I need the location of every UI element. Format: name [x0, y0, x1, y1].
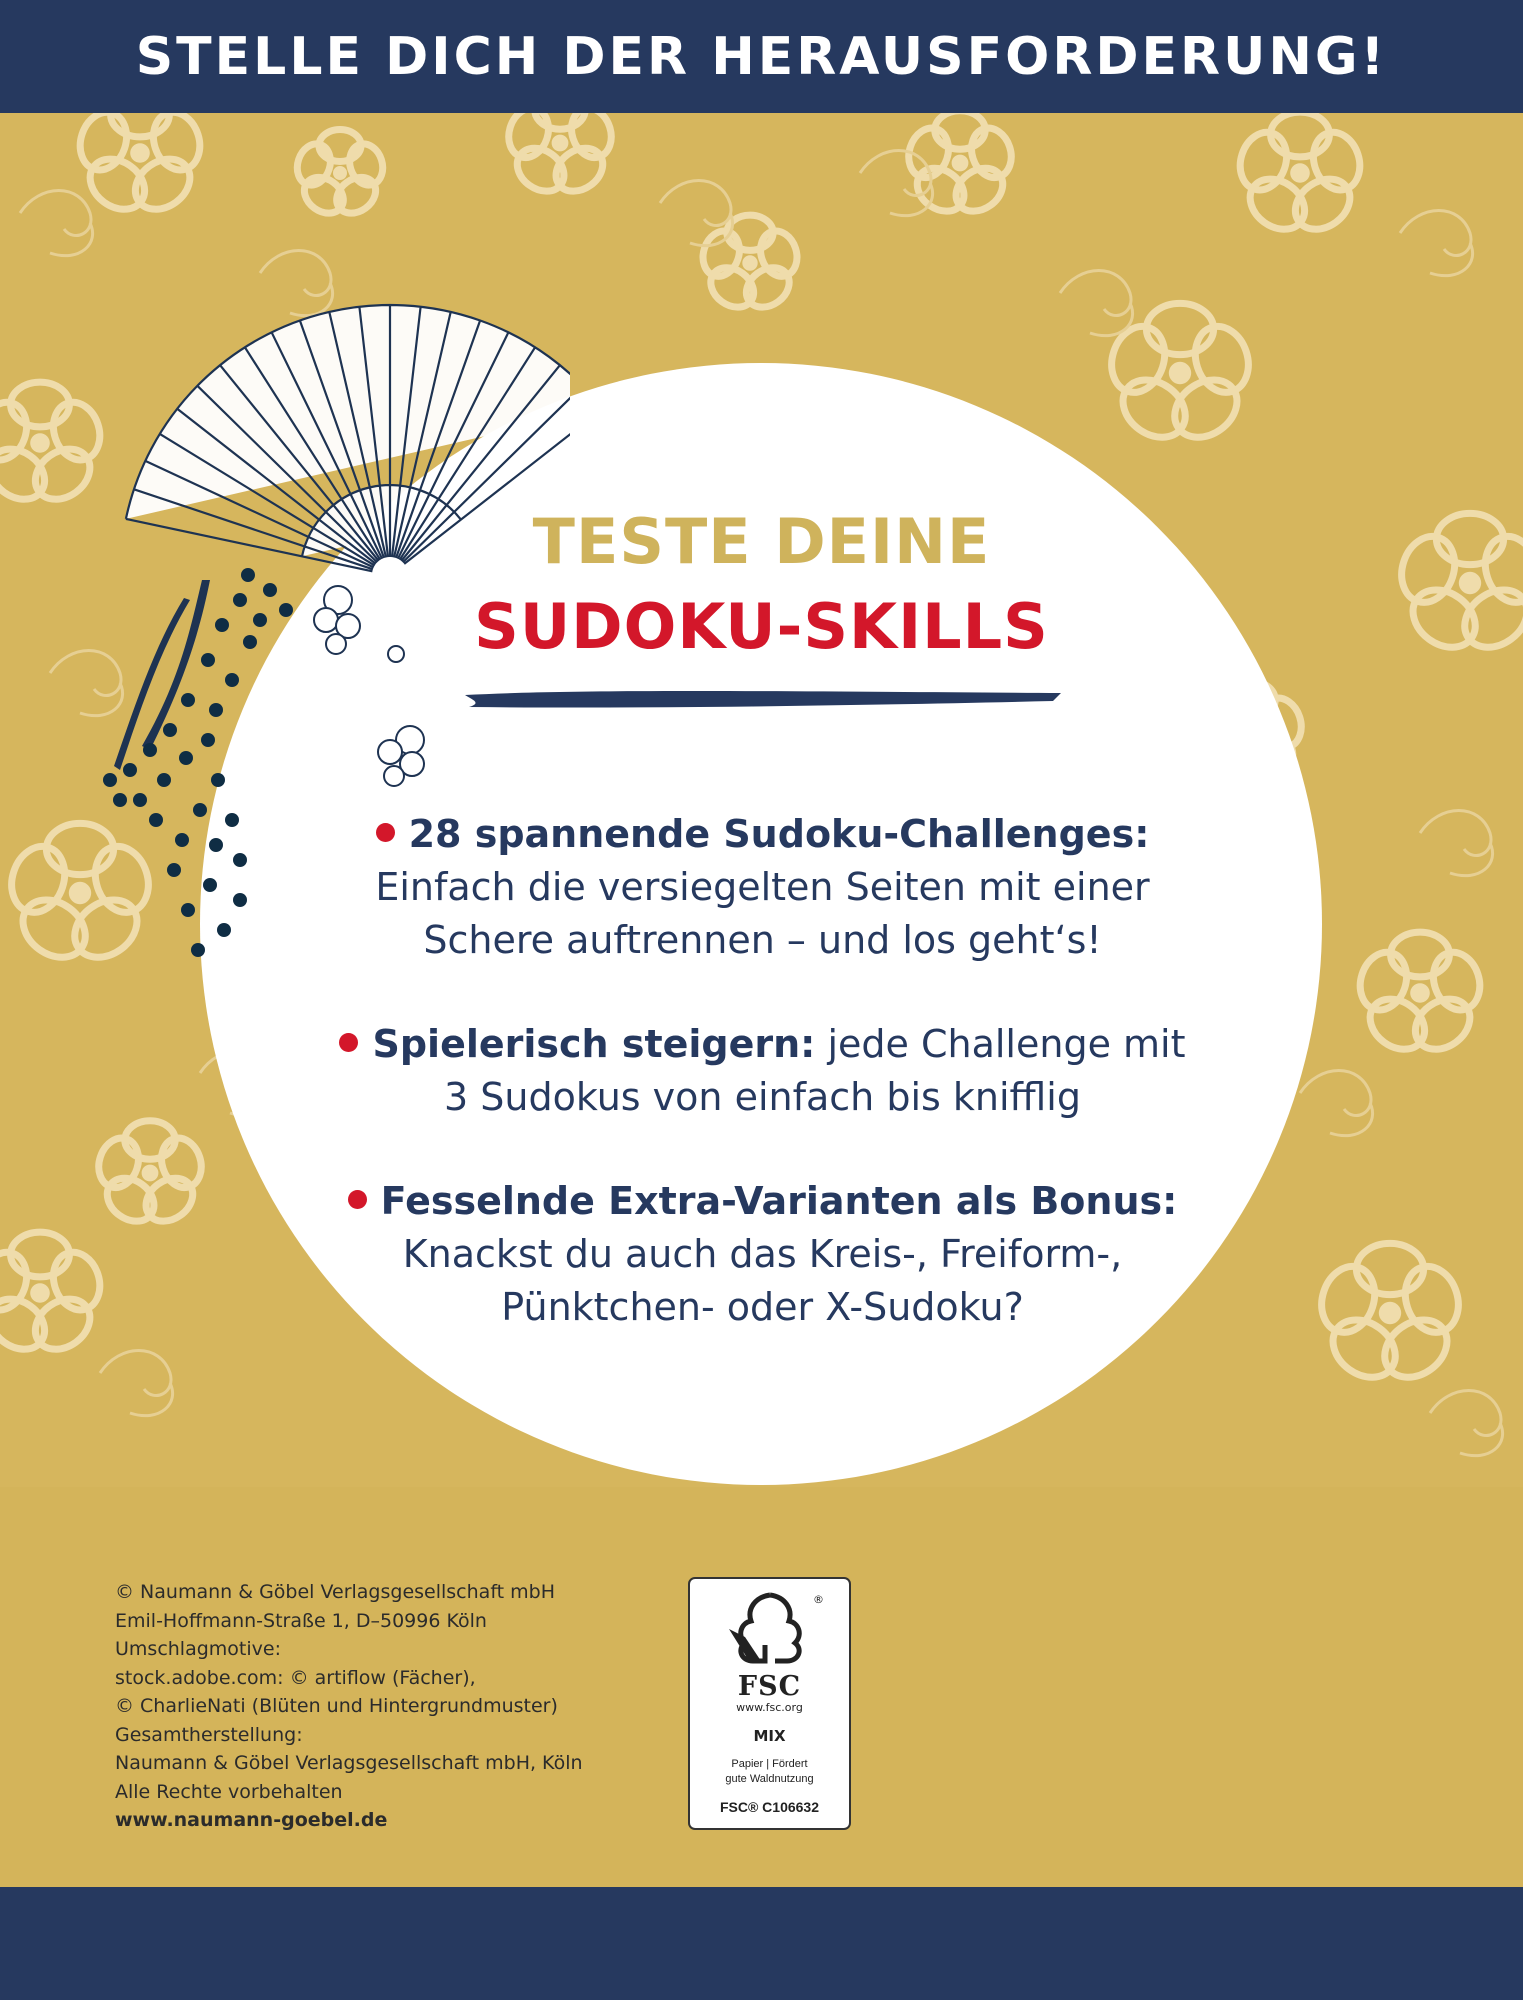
fsc-name: FSC	[737, 1671, 802, 1702]
blossom-bud-icon	[181, 903, 195, 917]
bullet-text-line: Pünktchen- oder X-Sudoku?	[501, 1285, 1024, 1329]
blossom-bud-icon	[113, 793, 127, 807]
flower-motif-icon	[1353, 932, 1487, 1059]
bullet-text-line: Einfach die versiegelten Seiten mit einer	[375, 865, 1150, 909]
flower-motif-icon	[1103, 303, 1256, 449]
blossom-bud-icon	[123, 763, 137, 777]
imprint-line: Gesamtherstellung:	[115, 1723, 303, 1746]
headline-line-1: TESTE DEINE	[532, 505, 991, 578]
blossom-bud-icon	[233, 893, 247, 907]
bullet-text-inline: jede Challenge mit	[815, 1022, 1186, 1066]
brush-stroke-divider	[463, 685, 1063, 715]
publisher-website-link[interactable]: www.naumann-goebel.de	[115, 1809, 388, 1831]
blossom-bud-icon	[133, 793, 147, 807]
swirl-motif-icon	[1400, 211, 1473, 276]
blossom-bud-icon	[193, 803, 207, 817]
flower-motif-icon	[503, 113, 618, 200]
bullet-bold: 28 spannende Sudoku-Challenges:	[408, 812, 1150, 856]
blossom-bud-icon	[181, 693, 195, 707]
blossom-bud-icon	[211, 773, 225, 787]
blossom-bud-icon	[209, 838, 223, 852]
flower-motif-icon	[93, 1121, 208, 1230]
bullet-text-line: Schere auftrennen – und los geht‘s!	[423, 918, 1102, 962]
flower-motif-icon	[1313, 1243, 1466, 1389]
swirl-motif-icon	[860, 151, 933, 216]
bullet-text-line: 3 Sudokus von einfach bis knifflig	[444, 1075, 1081, 1119]
swirl-motif-icon	[20, 191, 93, 256]
bullet-dot-icon	[348, 1190, 367, 1209]
top-banner	[0, 0, 1523, 113]
swirl-motif-icon	[1060, 271, 1133, 336]
swirl-motif-icon	[1430, 1391, 1503, 1456]
flower-motif-icon	[292, 130, 388, 221]
blossom-bud-icon	[225, 673, 239, 687]
imprint-line: © Naumann & Göbel Verlagsgesellschaft mbH	[115, 1581, 556, 1603]
blossom-bud-icon	[225, 813, 239, 827]
fsc-desc-line: Papier | Fördert	[731, 1758, 808, 1770]
bullet-dot-icon	[376, 823, 395, 842]
imprint-line: © CharlieNati (Blüten und Hintergrundmuster)	[115, 1695, 558, 1717]
blossom-bud-icon	[203, 878, 217, 892]
swirl-motif-icon	[1300, 1071, 1373, 1136]
blossom-bud-icon	[157, 773, 171, 787]
imprint-line: Umschlagmotive:	[115, 1638, 281, 1660]
blossom-bud-icon	[233, 853, 247, 867]
swirl-motif-icon	[100, 1351, 173, 1416]
bullet-dot-icon	[339, 1033, 358, 1052]
blossom-bud-icon	[191, 943, 205, 957]
blossom-bud-icon	[143, 743, 157, 757]
swirl-motif-icon	[1420, 811, 1493, 876]
imprint-block	[115, 1578, 715, 1835]
fsc-desc-line: gute Waldnutzung	[725, 1773, 814, 1785]
imprint-line: Alle Rechte vorbehalten	[115, 1780, 343, 1803]
blossom-bud-icon	[167, 863, 181, 877]
flower-motif-icon	[697, 215, 802, 315]
imprint-line: stock.adobe.com: © artiflow (Fächer),	[115, 1666, 476, 1689]
blossom-bud-icon	[149, 813, 163, 827]
headline-line-2: SUDOKU-SKILLS	[474, 590, 1049, 663]
bullet-text-line: Knackst du auch das Kreis-, Freiform-,	[402, 1232, 1123, 1276]
blossom-bud-icon	[163, 723, 177, 737]
imprint-line: Naumann & Göbel Verlagsgesellschaft mbH, Köln	[115, 1752, 583, 1774]
blossom-bud-icon	[201, 733, 215, 747]
imprint-line: Emil-Hoffmann-Straße 1, D–50996 Köln	[115, 1609, 487, 1632]
flower-motif-icon	[0, 1232, 107, 1359]
blossom-bud-icon	[209, 703, 223, 717]
blossom-bud-icon	[217, 923, 231, 937]
bullet-item-steigern	[330, 1018, 1195, 1124]
swirl-motif-icon	[660, 181, 733, 246]
blossom-bud-icon	[175, 833, 189, 847]
fsc-tree-logo-icon	[715, 1589, 825, 1671]
bullet-item-bonus	[330, 1175, 1195, 1334]
fsc-mix: MIX	[753, 1727, 786, 1745]
bullet-bold: Fesselnde Extra-Varianten als Bonus:	[380, 1179, 1178, 1223]
registered-mark: ®	[813, 1593, 824, 1606]
fsc-url: www.fsc.org	[736, 1701, 803, 1714]
fsc-certification-label	[688, 1577, 851, 1830]
bullet-item-challenges	[330, 808, 1195, 967]
flower-motif-icon	[903, 113, 1018, 220]
flower-motif-icon	[73, 113, 207, 220]
bottom-band	[0, 1887, 1523, 2000]
banner-title: STELLE DICH DER HERAUSFORDERUNG!	[135, 26, 1388, 87]
fsc-license-code: FSC® C106632	[719, 1799, 820, 1815]
fsc-description	[690, 1757, 849, 1787]
flower-motif-icon	[1233, 113, 1367, 240]
bullet-bold: Spielerisch steigern:	[372, 1022, 816, 1066]
blossom-bud-icon	[103, 773, 117, 787]
blossom-bud-icon	[179, 751, 193, 765]
